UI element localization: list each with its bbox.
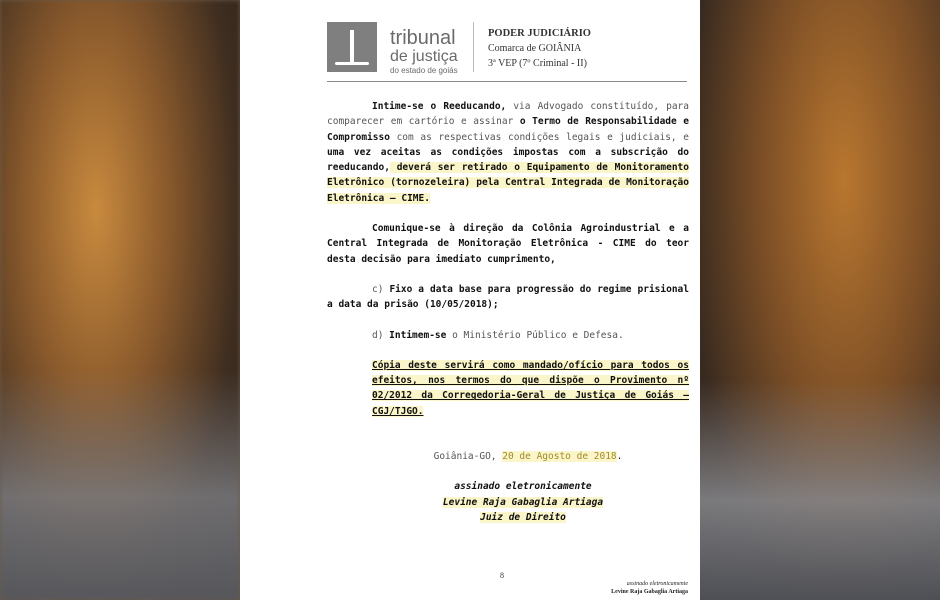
p1-text: via Advogado constituído, para comparecer em cartório e assinar <box>327 101 689 128</box>
paragraph-copy-notice <box>372 358 689 419</box>
blurred-background-left <box>0 0 240 600</box>
document-body <box>327 99 689 525</box>
signed-electronically <box>327 479 689 494</box>
header-court-info <box>488 26 591 71</box>
paragraph-item-d <box>327 328 689 343</box>
p1-highlight: deverá ser retirado o Equipamento de Monitoramento Eletrônico (tornozeleira) pela Central Integrada de Monitoração Eletrônica – CIME. <box>327 162 689 204</box>
item-c-text: Fixo a data base para progressão do regime prisional a data da prisão (10/05/2018); <box>327 283 689 311</box>
logo-line-3: do estado de goiás <box>390 66 458 75</box>
paragraph-intimation <box>327 99 689 206</box>
stamp-line-2: Levine Raja Gabaglia Artiaga <box>611 589 688 595</box>
comarca: Comarca de GOIÂNIA <box>488 43 582 54</box>
item-c-label: c) <box>372 283 390 295</box>
place-date <box>327 449 689 464</box>
place: Goiânia-GO, <box>433 451 503 463</box>
stamp-line-1: assinado eletronicamente <box>626 581 688 587</box>
p2-text: Comunique-se à direção da Colônia Agroindustrial e a Central Integrada de Monitoração Eletrônica - CIME do teor desta decisão para imediato cumprimento, <box>327 223 689 265</box>
court-logo-icon <box>327 22 377 72</box>
item-d-bold: Intimem-se <box>389 329 447 341</box>
judge-role <box>327 510 689 525</box>
court-logo-text <box>390 28 458 75</box>
copy-notice-text: Cópia deste servirá como mandado/ofício para todos os efeitos, nos termos do que dispõe o Provimento nº 02/2012 da Corregedoria-Geral de Justiça de Goiás – CGJ/TJGO. <box>372 359 689 417</box>
court-name: PODER JUDICIÁRIO <box>488 28 591 39</box>
p1-term: o Termo de Responsabilidade e Compromisso <box>327 116 689 143</box>
document-page <box>240 0 700 600</box>
footer-signature-stamp <box>611 580 688 596</box>
blurred-background-right <box>700 0 940 600</box>
judge-role-text: Juiz de Direito <box>480 511 566 523</box>
judge-name-text: Levine Raja Gabaglia Artiaga <box>442 496 604 508</box>
p1-text-2: com as respectivas condições legais e judiciais, e <box>389 131 689 143</box>
date: 20 de Agosto de 2018 <box>502 451 617 463</box>
vara: 3ª VEP (7º Criminal - II) <box>488 58 587 69</box>
header-rule <box>327 81 687 82</box>
p1-conditions: uma vez aceitas as condições impostas com a subscrição do reeducando, <box>327 146 689 174</box>
paragraph-communication <box>327 221 689 267</box>
judge-name <box>327 495 689 510</box>
signed-label: assinado eletronicamente <box>454 481 592 493</box>
paragraph-item-c <box>327 282 689 313</box>
p1-bold-start: Intime-se o Reeducando, <box>372 101 507 112</box>
header-divider <box>473 22 474 72</box>
logo-line-2: de justiça <box>390 48 458 65</box>
item-d-label: d) <box>372 329 390 341</box>
logo-line-1: tribunal <box>390 27 456 49</box>
page-number: 8 <box>500 571 504 580</box>
item-d-text: o Ministério Público e Defesa. <box>446 329 624 341</box>
place-end: . <box>616 451 623 463</box>
